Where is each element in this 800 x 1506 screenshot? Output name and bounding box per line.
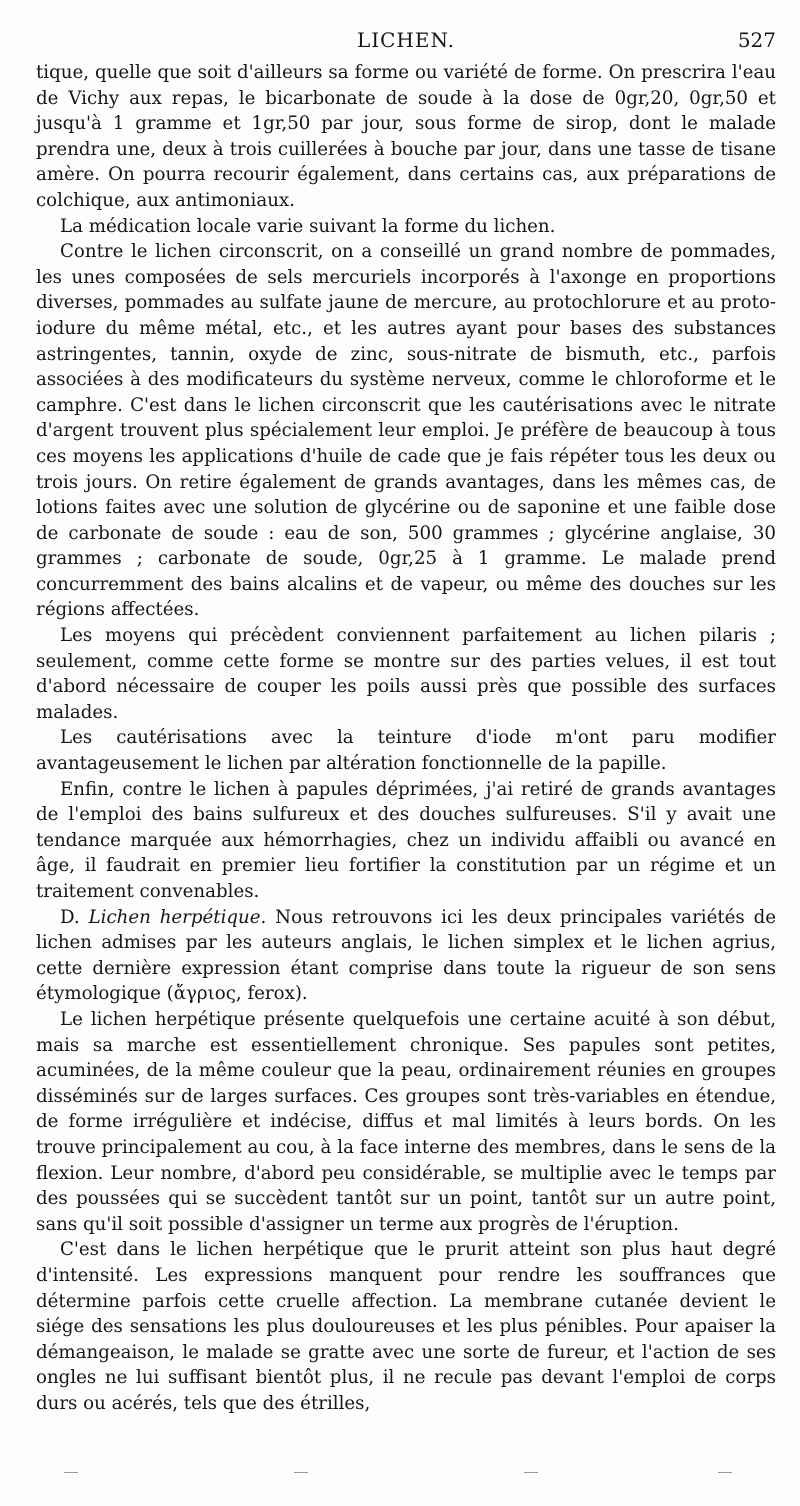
print-marks [0, 1472, 800, 1482]
paragraph: Les cautérisations avec la teinture d'iode m'ont paru modifier avantageusement le lichen par altération fonctionnelle de la papille. [36, 727, 776, 775]
paragraph: C'est dans le lichen herpétique que le prurit atteint son plus haut degré d'intensité. Les expressions manquent pour rendre les souffrances que détermine parfois cette cruelle affection. La membrane cutanée devient le siége des sensations les plus douloureuses et les plus pénibles. Pour apaiser la démangeaison, le malade se gratte avec une sorte de fureur, et l'action de ses ongles ne lui suffisant bientôt plus, il ne recule pas devant l'emploi de corps durs ou acérés, tels que des étrilles, [36, 1239, 776, 1414]
paragraph: tique, quelle que soit d'ailleurs sa forme ou variété de forme. On prescrira l'eau de Vichy aux repas, le bicarbonate de soude à la dose de 0gr,20, 0gr,50 et jusqu'à 1 gramme et 1gr,50 par jour, sous forme de sirop, dont le malade prendra une, deux à trois cuillerées à bouche par jour, dans une tasse de tisane amère. On pourra recourir également, dans certains cas, aux préparations de colchique, aux antimoniaux. [36, 62, 776, 211]
section-text: Nous retrouvons ici les deux principales variétés de lichen admises par les auteurs anglais, le lichen simplex et le lichen agrius, cette dernière expression étant comprise dans toute la rigueur de son sens étymologique (ἄγριος, ferox). [36, 906, 777, 1005]
paragraph: La médication locale varie suivant la forme du lichen. [60, 215, 556, 237]
section-label: D. [60, 906, 80, 928]
paragraph: Les moyens qui précèdent conviennent parfaitement au lichen pilaris ; seulement, comme cette forme se montre sur des parties velues, il est tout d'abord nécessaire de couper les poils aussi près que possible des surfaces malades. [36, 625, 776, 723]
print-mark [524, 1472, 538, 1473]
running-head [36, 28, 776, 58]
section-paragraph [36, 905, 776, 1007]
text-body [36, 60, 776, 1416]
print-mark [718, 1472, 732, 1473]
running-title: LICHEN. [356, 28, 456, 52]
print-mark [64, 1472, 78, 1473]
page-number: 527 [737, 28, 776, 52]
paragraph: Contre le lichen circonscrit, on a conseillé un grand nombre de pommades, les unes composées de sels mercuriels incorporés à l'axonge en proportions diverses, pommades au sulfate jaune de mercure, au protochlorure et au proto-iodure du même métal, etc., et les autres ayant pour bases des substances astringentes, tannin, oxyde de zinc, sous-nitrate de bismuth, etc., parfois associées à des modificateurs du système nerveux, comme le chloroforme et le camphre. C'est dans le lichen circonscrit que les cautérisations avec le nitrate d'argent trouvent plus spécialement leur emploi. Je préfère de beaucoup à tous ces moyens les applications d'huile de cade que je fais répéter tous les deux ou trois jours. On retire également de grands avantages, dans les mêmes cas, de lotions faites avec une solution de glycérine ou de saponine et une faible dose de carbonate de soude : eau de son, 500 grammes ; glycérine anglaise, 30 grammes ; carbonate de soude, 0gr,25 à 1 gramme. Le malade prend concurremment des bains alcalins et de vapeur, ou même des douches sur les régions affectées. [36, 241, 776, 621]
paragraph: Enfin, contre le lichen à papules déprimées, j'ai retiré de grands avantages de l'emploi des bains sulfureux et des douches sulfureuses. S'il y avait une tendance marquée aux hémorrhagies, chez un individu affaibli ou avancé en âge, il faudrait en premier lieu fortifier la constitution par un régime et un traitement convenables. [36, 778, 776, 902]
section-title: Lichen herpétique. [88, 906, 267, 928]
print-mark [294, 1472, 308, 1473]
paragraph: Le lichen herpétique présente quelquefois une certaine acuité à son début, mais sa marche est essentiellement chronique. Ses papules sont petites, acuminées, de la même couleur que la peau, ordinairement réunies en groupes disséminés sur de larges surfaces. Ces groupes sont très-variables en étendue, de forme irrégulière et indécise, diffus et mal limités à leurs bords. On les trouve principalement au cou, à la face interne des membres, dans le sens de la flexion. Leur nombre, d'abord peu considérable, se multiplie avec le temps par des poussées qui se succèdent tantôt sur un point, tantôt sur un autre point, sans qu'il soit possible d'assigner un terme aux progrès de l'éruption. [36, 1008, 776, 1235]
